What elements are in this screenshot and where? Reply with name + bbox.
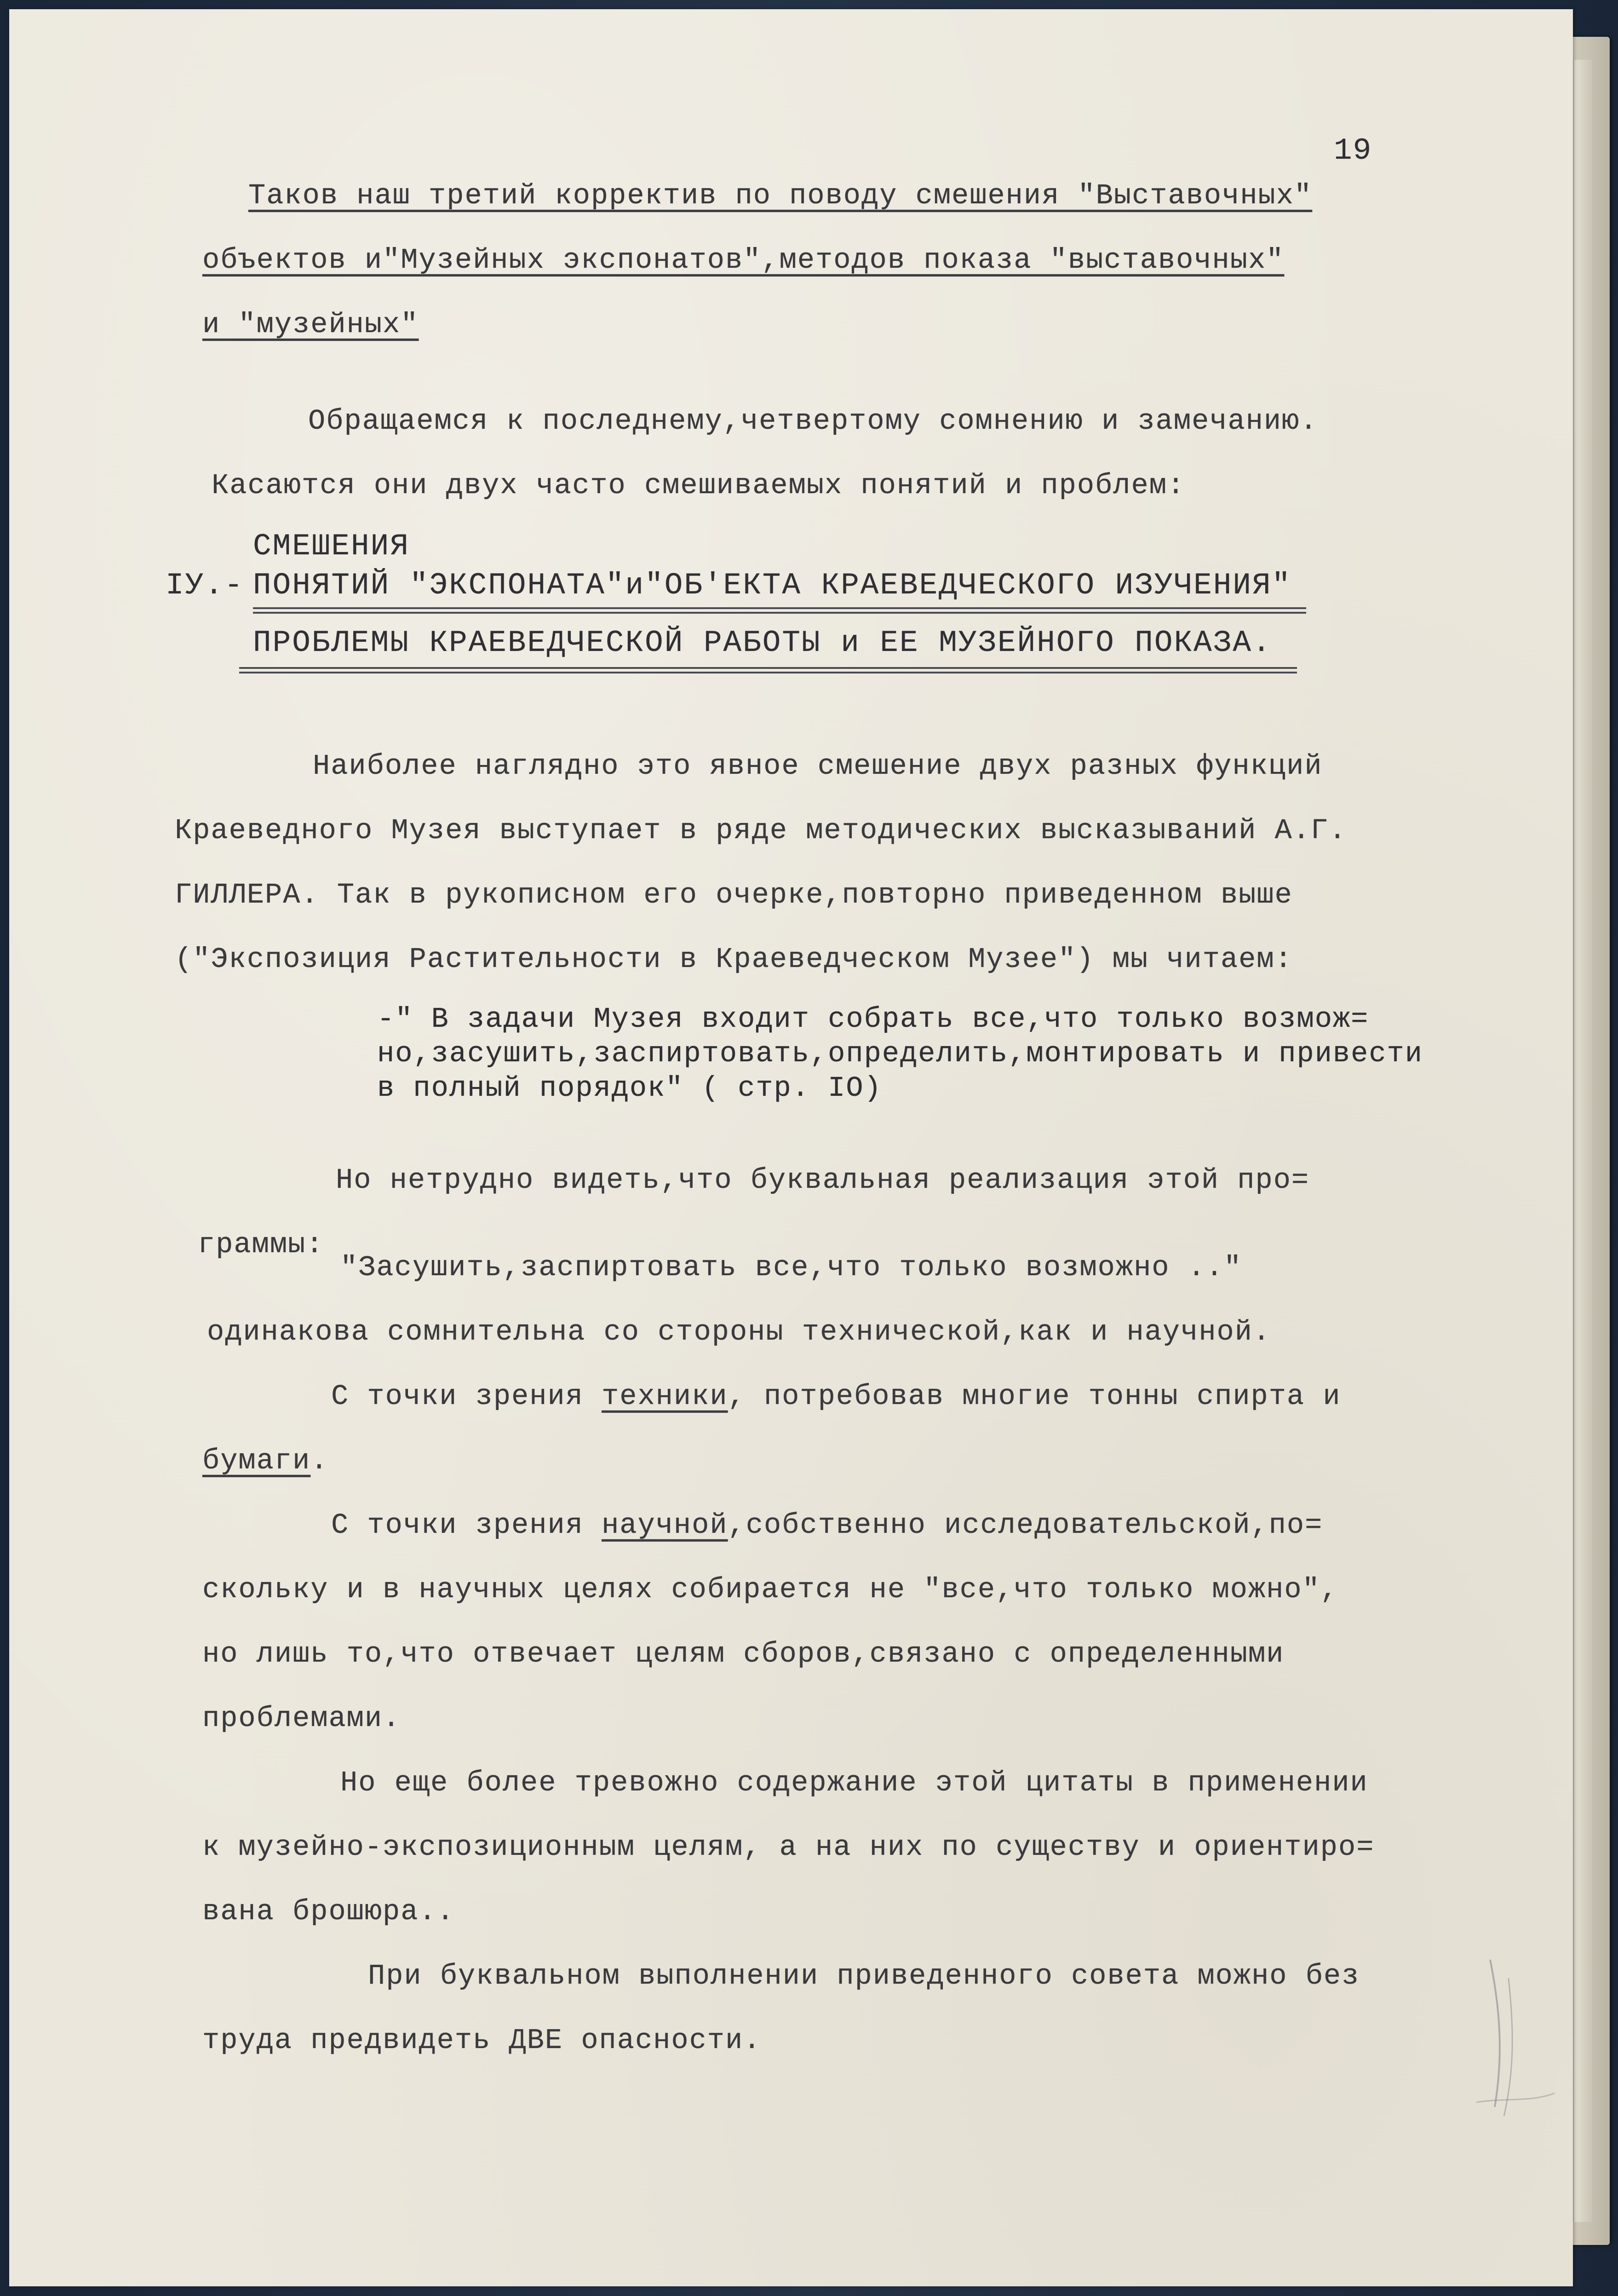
- paragraph-1-line-2: Краеведного Музея выступает в ряде методических высказываний А.Г.: [175, 814, 1347, 847]
- paragraph-4-line-1: [331, 1509, 1323, 1542]
- underlined-word-technics: техники: [602, 1380, 728, 1413]
- paragraph-2-line-2b: "Засушить,заспиртовать все,что только возможно ..": [340, 1251, 1242, 1284]
- line-5: Касаются они двух часто смешиваемых понятий и проблем:: [212, 469, 1186, 502]
- line-4: Обращаемся к последнему,четвертому сомнению и замечанию.: [308, 405, 1318, 437]
- typewritten-page: [9, 9, 1573, 2286]
- paragraph-4-line-3: но лишь то,что отвечает целям сборов,связано с определенными: [202, 1638, 1285, 1670]
- paragraph-2-line-2a: граммы:: [198, 1228, 324, 1261]
- paragraph-6-line-2: труда предвидеть ДВЕ опасности.: [202, 2024, 762, 2057]
- underlined-word-paper: бумаги: [202, 1444, 311, 1477]
- quote-line-3: в полный порядок" ( стр. IO): [377, 1072, 882, 1105]
- pencil-mark-icon: [1435, 1951, 1573, 2135]
- paragraph-1-line-3: ГИЛЛЕРА. Так в рукописном его очерке,повторно приведенном выше: [175, 879, 1293, 911]
- paragraph-4-text-a: С точки зрения: [331, 1509, 602, 1542]
- paragraph-4-line-4: проблемами.: [202, 1702, 401, 1735]
- paragraph-2-line-1: Но нетрудно видеть,что буквальная реализация этой про=: [336, 1164, 1310, 1197]
- heading-line-1: ПОНЯТИЙ "ЭКСПОНАТА"и"ОБ'ЕКТА КРАЕВЕДЧЕСКОГО ИЗУЧЕНИЯ": [253, 568, 1292, 603]
- paragraph-3-text-c: , потребовав многие тонны спирта и: [728, 1380, 1341, 1413]
- line-1: Таков наш третий корректив по поводу смешения "Выставочных": [248, 179, 1313, 212]
- paragraph-1-line-1: Наиболее наглядно это явное смешение двух разных функций: [313, 750, 1323, 783]
- paragraph-4-line-2: скольку и в научных целях собирается не "все,что только можно",: [202, 1573, 1338, 1606]
- heading-line-2: ПРОБЛЕМЫ КРАЕВЕДЧЕСКОЙ РАБОТЫ и ЕЕ МУЗЕЙНОГО ПОКАЗА.: [253, 626, 1272, 660]
- quote-line-1: -" В задачи Музея входит собрать все,что только возмож=: [377, 1003, 1369, 1036]
- page-stack-edge: [1573, 60, 1592, 2222]
- paragraph-6-line-1: При буквальном выполнении приведенного совета можно без: [368, 1960, 1360, 1992]
- paragraph-3-line-2: [202, 1444, 328, 1477]
- paragraph-2-line-3: одинакова сомнительна со стороны технической,как и научной.: [207, 1316, 1271, 1348]
- line-3: и "музейных": [202, 308, 419, 341]
- heading-double-underline-2: [239, 667, 1297, 673]
- heading-double-underline-1: [253, 607, 1306, 614]
- paragraph-4-text-c: ,собственно исследовательской,по=: [728, 1509, 1323, 1542]
- line-2: объектов и"Музейных экспонатов",методов показа "выставочных": [202, 244, 1285, 276]
- heading-insertion: СМЕШЕНИЯ: [253, 529, 410, 564]
- paragraph-3-text-a: С точки зрения: [331, 1380, 602, 1413]
- paragraph-1-line-4: ("Экспозиция Растительности в Краеведческом Музее") мы читаем:: [175, 943, 1293, 976]
- heading-number: IУ.-: [166, 568, 244, 603]
- page-number: 19: [1334, 133, 1372, 168]
- paragraph-5-line-1: Но еще более тревожно содержание этой цитаты в применении: [340, 1767, 1368, 1799]
- quote-line-2: но,засушить,заспиртовать,определить,монтировать и привести: [377, 1037, 1423, 1070]
- underlined-word-scientific: научной: [602, 1509, 728, 1542]
- paragraph-5-line-2: к музейно-экспозиционным целям, а на них по существу и ориентиро=: [202, 1831, 1375, 1864]
- paragraph-5-line-3: вана брошюра..: [202, 1895, 455, 1928]
- paragraph-3-text-period: .: [310, 1444, 329, 1477]
- paragraph-3-line-1: [331, 1380, 1341, 1413]
